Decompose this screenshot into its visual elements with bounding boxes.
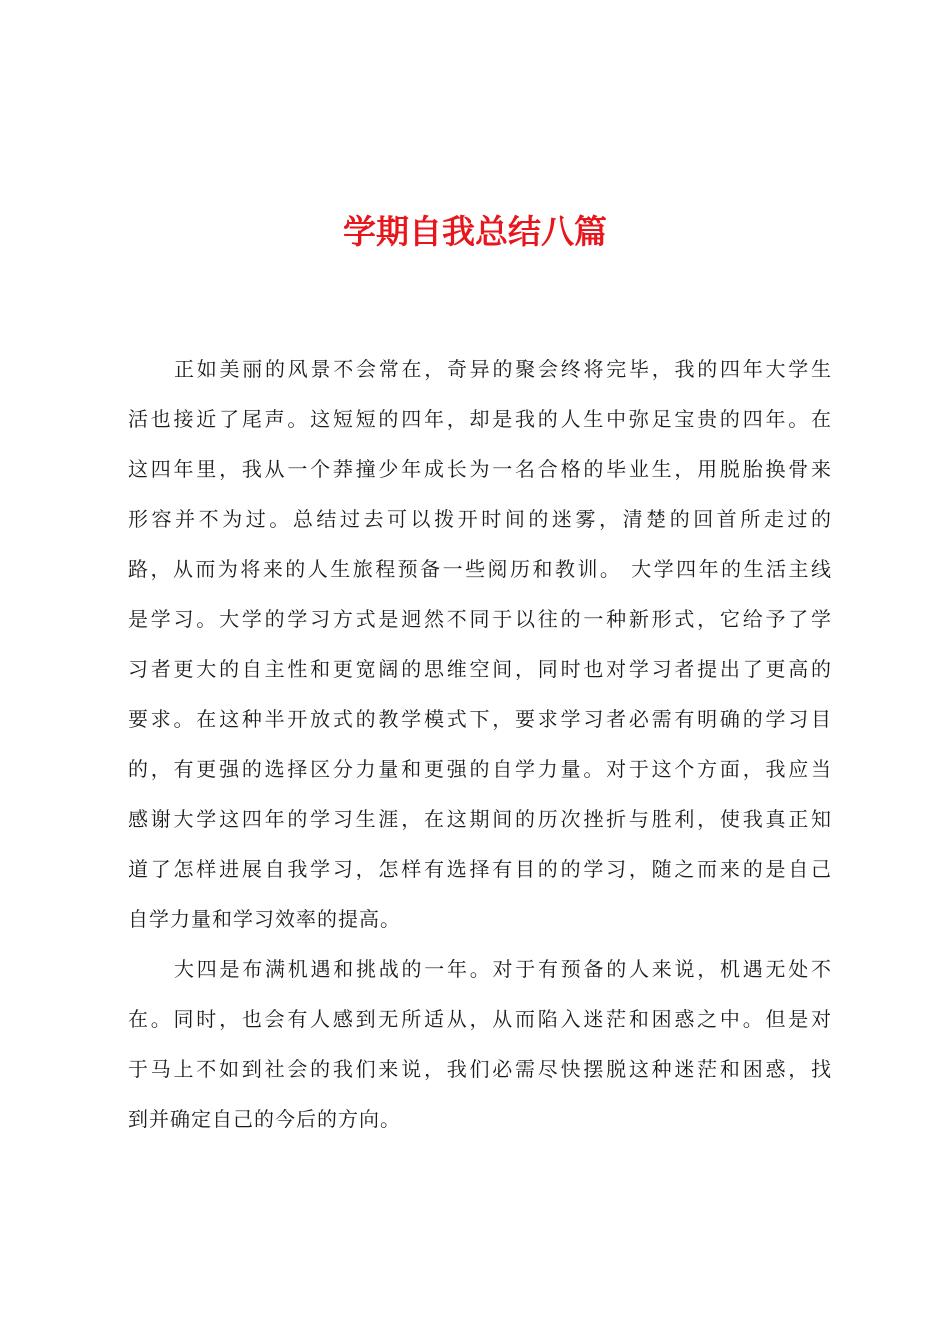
paragraph-2 bbox=[128, 944, 832, 1144]
paragraph-line: 道了怎样进展自我学习，怎样有选择有目的的学习，随之而来的是自己 bbox=[128, 857, 832, 881]
paragraph-line: 正如美丽的风景不会常在，奇异的聚会终将完毕，我的四年大学生 bbox=[174, 357, 832, 381]
paragraph-line: 大四是布满机遇和挑战的一年。对于有预备的人来说，机遇无处不 bbox=[174, 957, 832, 981]
paragraph-line: 到并确定自己的今后的方向。 bbox=[128, 1107, 401, 1131]
paragraph-line: 路，从而为将来的人生旅程预备一些阅历和教训。 大学四年的生活主线 bbox=[128, 557, 832, 581]
paragraph-line: 是学习。大学的学习方式是迥然不同于以往的一种新形式，它给予了学 bbox=[128, 607, 832, 631]
paragraph-line: 的，有更强的选择区分力量和更强的自学力量。对于这个方面，我应当 bbox=[128, 757, 832, 781]
paragraph-line: 感谢大学这四年的学习生涯，在这期间的历次挫折与胜利，使我真正知 bbox=[128, 807, 832, 831]
paragraph-line: 习者更大的自主性和更宽阔的思维空间，同时也对学习者提出了更高的 bbox=[128, 657, 832, 681]
paragraph-1 bbox=[128, 344, 832, 944]
paragraph-line: 自学力量和学习效率的提高。 bbox=[128, 907, 401, 931]
paragraph-line: 要求。在这种半开放式的教学模式下，要求学习者必需有明确的学习目 bbox=[128, 707, 832, 731]
paragraph-line: 这四年里，我从一个莽撞少年成长为一名合格的毕业生，用脱胎换骨来 bbox=[128, 457, 832, 481]
paragraph-line: 活也接近了尾声。这短短的四年，却是我的人生中弥足宝贵的四年。在 bbox=[128, 407, 832, 431]
document-title: 学期自我总结八篇 bbox=[343, 212, 607, 251]
paragraph-line: 于马上不如到社会的我们来说，我们必需尽快摆脱这种迷茫和困惑，找 bbox=[128, 1057, 832, 1081]
paragraph-line: 形容并不为过。总结过去可以拨开时间的迷雾，清楚的回首所走过的 bbox=[128, 507, 832, 531]
document-body bbox=[128, 344, 832, 1144]
paragraph-line: 在。同时，也会有人感到无所适从，从而陷入迷茫和困惑之中。但是对 bbox=[128, 1007, 832, 1031]
